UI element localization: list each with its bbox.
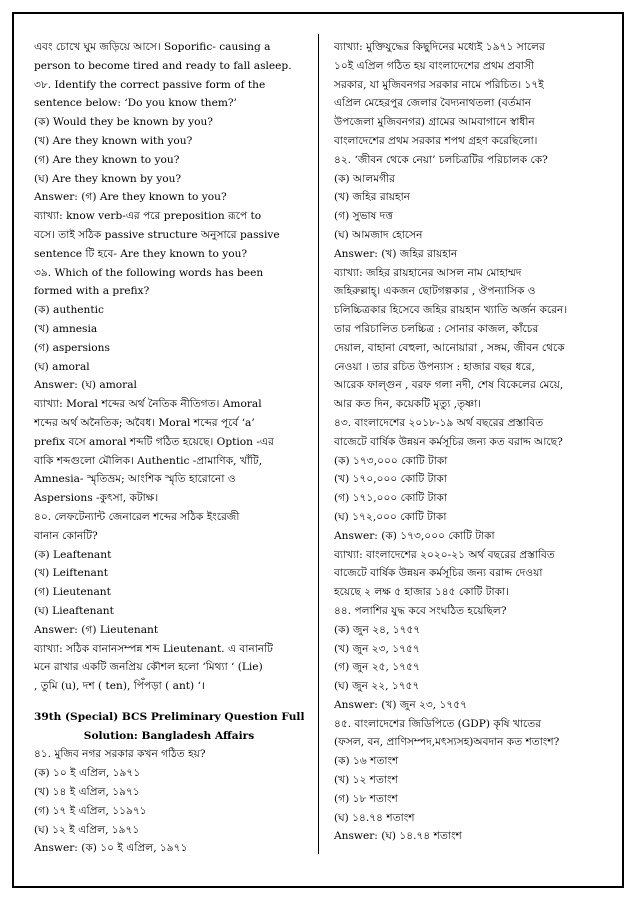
text-line: হয়েছে ২ লক্ষ ৫ হাজার ১৪৫ কোটি টাকা। [334,586,509,599]
text-line: (গ) Lieutenant [34,586,111,599]
text-line: (গ) ১৭ ই এপ্রিল, ১১৯৭১ [34,804,147,817]
text-line: ব্যাখ্যা: সঠিক বানানসম্পন্ন শব্দ Lieutenant. এ বানানটি [34,642,273,655]
text-line: Answer: (ক) ১০ ই এপ্রিল, ১৯৭১ [34,842,188,855]
text-line: বাজেটে বার্ষিক উন্নয়ন কর্মসূচির জন্য কত বরাদ্দ আছে? [334,435,563,448]
text-line: (খ) ১২ শতাংশ [334,774,398,787]
text-line: ৩৮. Identify the correct passive form of the [34,78,266,91]
text-line: Answer: (ক) ১৭৩,০০০ কোটি টাকা [334,529,495,542]
text-line: Amnesia- স্মৃতিভ্রম; আংশিক স্মৃতি হারোনো ও [34,473,236,486]
text-line: Answer: (খ) জহির রায়হান [334,247,458,260]
text-line: (ক) authentic [34,304,104,317]
text-line: (খ) ১৪ ই এপ্রিল, ১৯৭১ [34,786,140,799]
text-line: ৪৪. পলাশির যুদ্ধ কবে সংঘঠিত হয়েছিল? [334,604,507,617]
text-line: (ক) ১০ ই এপ্রিল, ১৯৭১ [34,767,141,780]
text-line: (ক) Leaftenant [34,548,112,561]
text-line: ৪৫. বাংলাদেশের জিডিপিতে (GDP) কৃষি খাতের [334,717,542,730]
text-line: Answer: (ঘ) amoral [34,379,137,392]
text-line: (গ) সুভাষ দত্ত [334,210,393,223]
text-line: বানান কোনটি? [34,529,98,542]
right-column [334,38,609,846]
text-line: ব্যাখ্যা: মুক্তিযুদ্ধের কিছুদিনের মধ্যেই ১৯৭১ সালের [334,41,545,53]
text-line: আরেক ফাল্গুন , বরফ গলা নদী, শেষ বিকেলের মেয়ে, [334,379,564,392]
text-line: (খ) Are they known with you? [34,134,193,147]
text-line: (ঘ) ১৭২,০০০ কোটি টাকা [334,510,447,523]
text-line: (ক) জুন ২৪, ১৭৫৭ [334,623,421,636]
text-line: person to become tired and ready to fall asleep. [34,59,292,72]
text-line: উপজেলা মুজিবনগর) গ্রামের আমবাগানে স্বাধীন [334,116,535,129]
text-line: (ক) ১৭৩,০০০ কোটি টাকা [334,454,448,467]
text-line: , তুমি (u), দশ ( ten), পিঁপড়া ( ant) ‘। [34,680,205,693]
text-line: (গ) ১৭১,০০০ কোটি টাকা [334,492,447,505]
text-line: ব্যাখ্যা: জহির রায়হানের আসল নাম মোহাম্মদ [334,266,522,279]
text-line: নেওয়া । তার রচিত উপন্যাস : হাজার বছর ধরে, [334,360,535,373]
text-line: দেয়াল, বাহানা বেহুলা, আনোয়ারা , সঙ্গম, জীবন থেকে [334,341,565,354]
text-line: বাংলাদেশের প্রথম সরকার শপথ গ্রহণ করেছিলো। [334,134,538,147]
text-line: এবং চোখে ঘুম জড়িয়ে আসে। Soporific- causing a [34,41,271,53]
text-line: সরকার, যা মুজিবনগর সরকার নামে পরিচিত। ১৭ই [334,78,544,91]
text-line: ৪০. লেফটেন্যান্ট জেনারেল শব্দের সঠিক ইংরেজী [34,510,240,523]
text-line: (খ) জুন ২৩, ১৭৫৭ [334,642,420,655]
text-line: ১০ই এপ্রিল গঠিত হয় বাংলাদেশের প্রথম প্রবাসী [334,59,534,72]
text-line: (ঘ) amoral [34,360,90,373]
text-line: মনে রাখার একটি জনপ্রিয় কৌশল হলো ‘মিথ্যা ‘ (Lie) [34,661,263,674]
text-line: তার পরিচালিত চলচ্চিত্র : সোনার কাজল, কাঁচের [334,322,539,335]
text-line: Answer: (গ) Are they known to you? [34,191,227,204]
text-line: ৪২. ‘জীবন থেকে নেয়া’ চলচিত্রটির পরিচালক কে? [334,153,548,166]
text-line: বাকি শব্দগুলো মৌলিক। Authentic -প্রামাণিক, খাঁটি, [34,454,263,467]
text-line: (ঘ) জুন ২২, ১৭৫৭ [334,680,420,693]
text-line: (ঘ) ১৪.৭৪ শতাংশ [334,811,415,824]
text-line: (ক) আলমগীর [334,172,395,185]
text-line: বাজেটে বার্ষিক উন্নয়ন কর্মসূচির জন্য বরাদ্দ দেওয়া [334,567,543,580]
text-line: (গ) ১৮ শতাংশ [334,792,398,805]
text-line: আর কত দিন, কয়েকটি মৃত্যু ,তৃষ্ণা। [334,398,482,411]
text-line: (ঘ) Are they known by you? [34,172,182,185]
text-line: ৪১. মুজিব নগর সরকার কখন গঠিত হয়? [34,748,206,761]
text-line: ব্যাখ্যা: know verb-এর পরে preposition রূপে to [34,210,262,223]
text-line: sentence below: ‘Do you know them?’ [34,97,237,110]
text-line: (ফসল, বন, প্রাণিসম্পদ,মৎস্যসহ)অবদান কত শতাংশ? [334,736,560,749]
section-heading: 39th (Special) BCS Preliminary Question Full [34,710,304,723]
text-line: বসে। তাই সঠিক passive structure অনুসারে passive [34,228,280,241]
spacer [34,696,304,708]
text-line: ৪৩. বাংলাদেশের ২০১৮-১৯ অর্থ বছরের প্রস্তাবিত [334,416,544,429]
text-line: শব্দের অর্থ অনৈতিক; অবৈধ। Moral শব্দের পূর্বে ‘a’ [34,416,255,429]
text-line: prefix বসে amoral শব্দটি গঠিত হয়েছে। Option -এর [34,435,274,448]
text-line: (খ) ১৭০,০০০ কোটি টাকা [334,473,447,486]
text-line: ব্যাখ্যা: বাংলাদেশের ২০২০-২১ অর্থ বছরের প্রস্তাবিত [334,548,555,561]
text-line: এপ্রিল মেহেরপুর জেলার বৈদ্যনাথতলা (বর্তমান [334,97,532,110]
text-line: sentence টি হবে- Are they known to you? [34,247,248,260]
text-line: Answer: (খ) জুন ২৩, ১৭৫৭ [334,698,468,711]
text-line: (ঘ) Lieaftenant [34,604,114,617]
text-line: (ক) Would they be known by you? [34,116,213,129]
text-line: Answer: (ঘ) ১৪.৭৪ শতাংশ [334,830,462,843]
column-divider [318,34,319,854]
text-line: (খ) জহির রায়হান [334,191,410,204]
text-line: ৩৯. Which of the following words has been [34,266,264,279]
text-line: (গ) aspersions [34,341,110,354]
text-line: Aspersions -কুৎসা, কটাক্ষ। [34,492,159,505]
text-line: (গ) Are they known to you? [34,153,180,166]
text-line: (ঘ) ১২ ই এপ্রিল, ১৯৭১ [34,823,140,836]
text-line: চলিচ্চিত্রকার হিসেবে জহির রায়হান খ্যাতি অর্জন করেন। [334,304,568,317]
section-heading: Solution: Bangladesh Affairs [83,729,255,742]
text-line: ব্যাখ্যা: Moral শব্দের অর্থ নৈতিক নীতিগত। Amoral [34,398,262,411]
text-line: (ঘ) আমজাদ হোসেন [334,228,423,241]
text-line: (খ) Leiftenant [34,567,108,580]
text-line: (গ) জুন ২৫, ১৭৫৭ [334,661,420,674]
text-line: (ক) ১৬ শতাংশ [334,755,399,768]
left-column [34,38,304,858]
text-line: জহিরুল্লাহ্। একজন ছোটগল্পকার , ঔপন্যাসিক ও [334,285,536,298]
text-line: (খ) amnesia [34,322,98,335]
text-line: formed with a prefix? [34,285,150,298]
text-line: Answer: (গ) Lieutenant [34,623,159,636]
